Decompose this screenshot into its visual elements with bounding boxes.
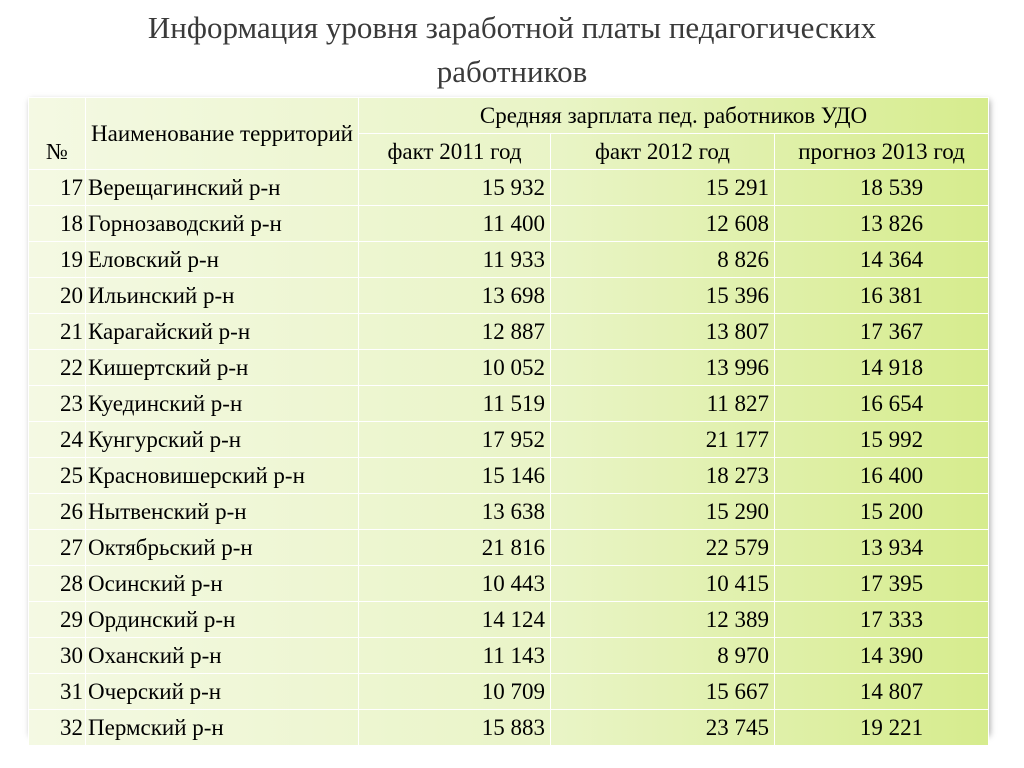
fact-2011-value: 12 887 — [359, 314, 551, 350]
fact-2012-value: 12 608 — [551, 206, 775, 242]
row-number: 25 — [29, 458, 86, 494]
table-row — [29, 710, 989, 746]
territory-name: Очерский р-н — [86, 674, 359, 710]
fact-2012-value: 8 826 — [551, 242, 775, 278]
fact-2011-value: 13 638 — [359, 494, 551, 530]
forecast-2013-value: 17 367 — [775, 314, 989, 350]
fact-2011-value: 11 400 — [359, 206, 551, 242]
territory-name: Октябрьский р-н — [86, 530, 359, 566]
forecast-2013-value: 13 826 — [775, 206, 989, 242]
territory-name: Пермский р-н — [86, 710, 359, 746]
row-number: 31 — [29, 674, 86, 710]
forecast-2013-value: 16 654 — [775, 386, 989, 422]
fact-2012-value: 13 807 — [551, 314, 775, 350]
fact-2012-value: 12 389 — [551, 602, 775, 638]
row-number: 23 — [29, 386, 86, 422]
table-header — [29, 98, 989, 170]
fact-2011-value: 14 124 — [359, 602, 551, 638]
table-row — [29, 422, 989, 458]
fact-2011-value: 11 143 — [359, 638, 551, 674]
header-fact-2012: факт 2012 год — [551, 134, 775, 170]
territory-name: Еловский р-н — [86, 242, 359, 278]
territory-name: Карагайский р-н — [86, 314, 359, 350]
forecast-2013-value: 17 395 — [775, 566, 989, 602]
fact-2012-value: 15 291 — [551, 170, 775, 206]
title-line-2: работников — [436, 54, 588, 89]
forecast-2013-value: 16 381 — [775, 278, 989, 314]
table-row — [29, 350, 989, 386]
fact-2012-value: 22 579 — [551, 530, 775, 566]
fact-2011-value: 10 443 — [359, 566, 551, 602]
territory-name: Оханский р-н — [86, 638, 359, 674]
fact-2012-value: 21 177 — [551, 422, 775, 458]
header-number: № — [29, 98, 86, 170]
forecast-2013-value: 14 364 — [775, 242, 989, 278]
row-number: 29 — [29, 602, 86, 638]
fact-2011-value: 11 933 — [359, 242, 551, 278]
table-row — [29, 566, 989, 602]
fact-2011-value: 10 709 — [359, 674, 551, 710]
forecast-2013-value: 13 934 — [775, 530, 989, 566]
table-row — [29, 494, 989, 530]
fact-2012-value: 23 745 — [551, 710, 775, 746]
forecast-2013-value: 16 400 — [775, 458, 989, 494]
table-row — [29, 638, 989, 674]
salary-table-container — [28, 97, 988, 740]
forecast-2013-value: 18 539 — [775, 170, 989, 206]
fact-2012-value: 10 415 — [551, 566, 775, 602]
territory-name: Кунгурский р-н — [86, 422, 359, 458]
row-number: 26 — [29, 494, 86, 530]
territory-name: Осинский р-н — [86, 566, 359, 602]
forecast-2013-value: 17 333 — [775, 602, 989, 638]
table-row — [29, 314, 989, 350]
header-forecast-2013: прогноз 2013 год — [775, 134, 989, 170]
header-group-average-salary: Средняя зарплата пед. работников УДО — [359, 98, 989, 134]
table-row — [29, 206, 989, 242]
forecast-2013-value: 15 992 — [775, 422, 989, 458]
fact-2012-value: 13 996 — [551, 350, 775, 386]
territory-name: Красновишерский р-н — [86, 458, 359, 494]
table-row — [29, 602, 989, 638]
fact-2012-value: 15 667 — [551, 674, 775, 710]
territory-name: Нытвенский р-н — [86, 494, 359, 530]
table-row — [29, 530, 989, 566]
salary-table — [28, 97, 989, 746]
fact-2012-value: 15 290 — [551, 494, 775, 530]
page-title — [0, 6, 1024, 94]
territory-name: Ильинский р-н — [86, 278, 359, 314]
forecast-2013-value: 14 390 — [775, 638, 989, 674]
row-number: 18 — [29, 206, 86, 242]
fact-2012-value: 18 273 — [551, 458, 775, 494]
fact-2012-value: 11 827 — [551, 386, 775, 422]
fact-2011-value: 15 932 — [359, 170, 551, 206]
fact-2011-value: 11 519 — [359, 386, 551, 422]
row-number: 27 — [29, 530, 86, 566]
territory-name: Горнозаводский р-н — [86, 206, 359, 242]
row-number: 17 — [29, 170, 86, 206]
forecast-2013-value: 14 918 — [775, 350, 989, 386]
row-number: 24 — [29, 422, 86, 458]
forecast-2013-value: 19 221 — [775, 710, 989, 746]
territory-name: Куединский р-н — [86, 386, 359, 422]
territory-name: Верещагинский р-н — [86, 170, 359, 206]
fact-2011-value: 13 698 — [359, 278, 551, 314]
title-line-1: Информация уровня заработной платы педагогических — [147, 10, 877, 45]
fact-2011-value: 15 146 — [359, 458, 551, 494]
fact-2011-value: 17 952 — [359, 422, 551, 458]
header-territory-name: Наименование территорий — [86, 98, 359, 170]
territory-name: Кишертский р-н — [86, 350, 359, 386]
forecast-2013-value: 15 200 — [775, 494, 989, 530]
fact-2011-value: 21 816 — [359, 530, 551, 566]
territory-name: Ординский р-н — [86, 602, 359, 638]
row-number: 30 — [29, 638, 86, 674]
fact-2011-value: 10 052 — [359, 350, 551, 386]
table-body — [29, 170, 989, 746]
header-fact-2011: факт 2011 год — [359, 134, 551, 170]
row-number: 21 — [29, 314, 86, 350]
row-number: 22 — [29, 350, 86, 386]
row-number: 19 — [29, 242, 86, 278]
fact-2012-value: 8 970 — [551, 638, 775, 674]
table-row — [29, 674, 989, 710]
forecast-2013-value: 14 807 — [775, 674, 989, 710]
table-row — [29, 278, 989, 314]
fact-2012-value: 15 396 — [551, 278, 775, 314]
table-row — [29, 458, 989, 494]
table-row — [29, 386, 989, 422]
table-row — [29, 242, 989, 278]
row-number: 20 — [29, 278, 86, 314]
table-row — [29, 170, 989, 206]
row-number: 28 — [29, 566, 86, 602]
fact-2011-value: 15 883 — [359, 710, 551, 746]
row-number: 32 — [29, 710, 86, 746]
